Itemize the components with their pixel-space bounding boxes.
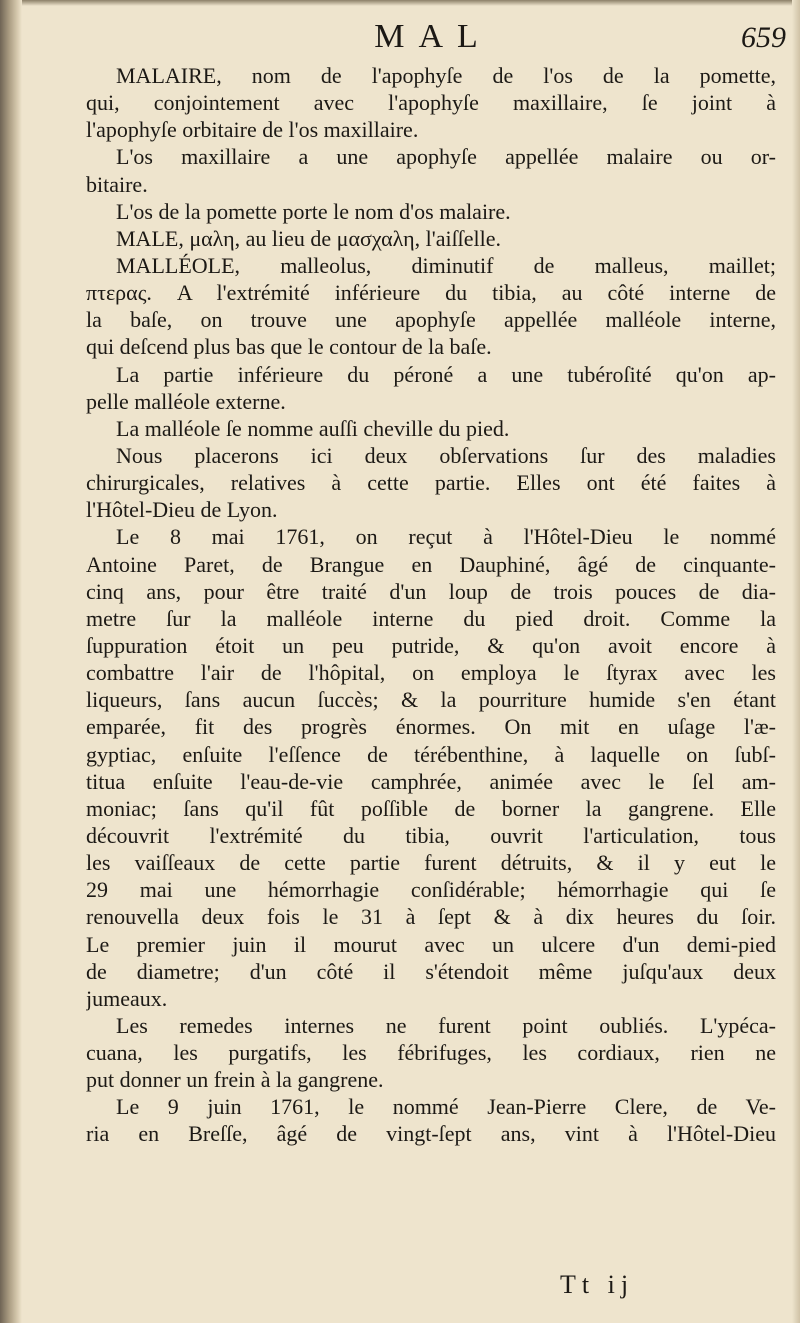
text-line: bitaire. [86, 171, 148, 197]
text-line: pelle malléole externe. [86, 388, 286, 414]
text-line: découvrit l'extrémité du tibia, ouvrit l'articulation, tous [86, 822, 776, 848]
book-gutter-shadow [0, 0, 22, 1323]
text-line: Le 9 juin 1761, le nommé Jean-Pierre Clere, de Ve- [116, 1094, 776, 1120]
text-line: put donner un frein à la gangrene. [86, 1067, 384, 1093]
text-line: ſuppuration étoit un peu putride, & qu'on avoit encore à [86, 632, 776, 658]
text-line: cinq ans, pour être traité d'un loup de trois pouces de dia- [86, 578, 776, 604]
text-line: La partie inférieure du péroné a une tubéroſité qu'on ap- [116, 361, 776, 387]
text-line: emparée, fit des progrès énormes. On mit en uſage l'æ- [86, 714, 776, 740]
text-line: gyptiac, enſuite l'eſſence de térébenthine, à laquelle on ſubſ- [86, 741, 776, 767]
page-top-edge [0, 0, 800, 6]
text-line: qui deſcend plus bas que le contour de la baſe. [86, 334, 492, 360]
text-line: renouvella deux fois le 31 à ſept & à dix heures du ſoir. [86, 904, 776, 930]
text-line: πτερας. A l'extrémité inférieure du tibia, au côté interne de [86, 280, 776, 306]
text-line: Les remedes internes ne furent point oubliés. L'ypéca- [116, 1012, 776, 1038]
text-line: La malléole ſe nomme auſſi cheville du pied. [116, 415, 510, 441]
signature-mark: Tt ij [560, 1270, 635, 1299]
text-line: jumeaux. [86, 985, 168, 1011]
text-line: L'os maxillaire a une apophyſe appellée malaire ou or- [116, 144, 776, 170]
page-right-edge [792, 0, 800, 1323]
text-line: qui, conjointement avec l'apophyſe maxillaire, ſe joint à [86, 90, 776, 116]
text-line: MALE, μαλη, au lieu de μασχαλη, l'aiſſelle. [116, 225, 502, 251]
text-line: moniac; ſans qu'il fût poſſible de borner la gangrene. Elle [86, 795, 776, 821]
text-line: MALAIRE, nom de l'apophyſe de l'os de la pomette, [116, 63, 776, 88]
page-header [88, 14, 786, 60]
text-line: MALLÉOLE, malleolus, diminutif de malleus, maillet; [116, 252, 776, 278]
text-line: Antoine Paret, de Brangue en Dauphiné, âgé de cinquante- [86, 551, 776, 577]
text-line: 29 mai une hémorrhagie conſidérable; hémorrhagie qui ſe [86, 877, 776, 903]
text-line: la baſe, on trouve une apophyſe appellée malléole interne, [86, 307, 776, 333]
running-head: MAL [374, 18, 492, 55]
text-line: l'Hôtel-Dieu de Lyon. [86, 497, 278, 523]
text-line: ria en Breſſe, âgé de vingt-ſept ans, vint à l'Hôtel-Dieu [86, 1121, 776, 1147]
text-line: L'os de la pomette porte le nom d'os malaire. [116, 198, 511, 224]
body-text [86, 62, 776, 1148]
text-line: de diametre; d'un côté il s'étendoit même juſqu'aux deux [86, 958, 776, 984]
text-line: cuana, les purgatifs, les fébrifuges, les cordiaux, rien ne [86, 1040, 776, 1066]
text-line: Le premier juin il mourut avec un ulcere d'un demi-pied [86, 931, 776, 957]
text-line: titua enſuite l'eau-de-vie camphrée, animée avec le ſel am- [86, 768, 776, 794]
text-line: Le 8 mai 1761, on reçut à l'Hôtel-Dieu le nommé [116, 524, 776, 550]
text-line: metre ſur la malléole interne du pied droit. Comme la [86, 605, 776, 631]
text-line: liqueurs, ſans aucun ſuccès; & la pourriture humide s'en étant [86, 687, 776, 713]
text-line: combattre l'air de l'hôpital, on employa le ſtyrax avec les [86, 660, 776, 686]
text-line: l'apophyſe orbitaire de l'os maxillaire. [86, 117, 419, 143]
text-line: chirurgicales, relatives à cette partie. Elles ont été faites à [86, 470, 776, 496]
text-line: Nous placerons ici deux obſervations ſur des maladies [116, 442, 776, 468]
page-number: 659 [741, 21, 786, 54]
text-line: les vaiſſeaux de cette partie furent détruits, & il y eut le [86, 850, 776, 876]
